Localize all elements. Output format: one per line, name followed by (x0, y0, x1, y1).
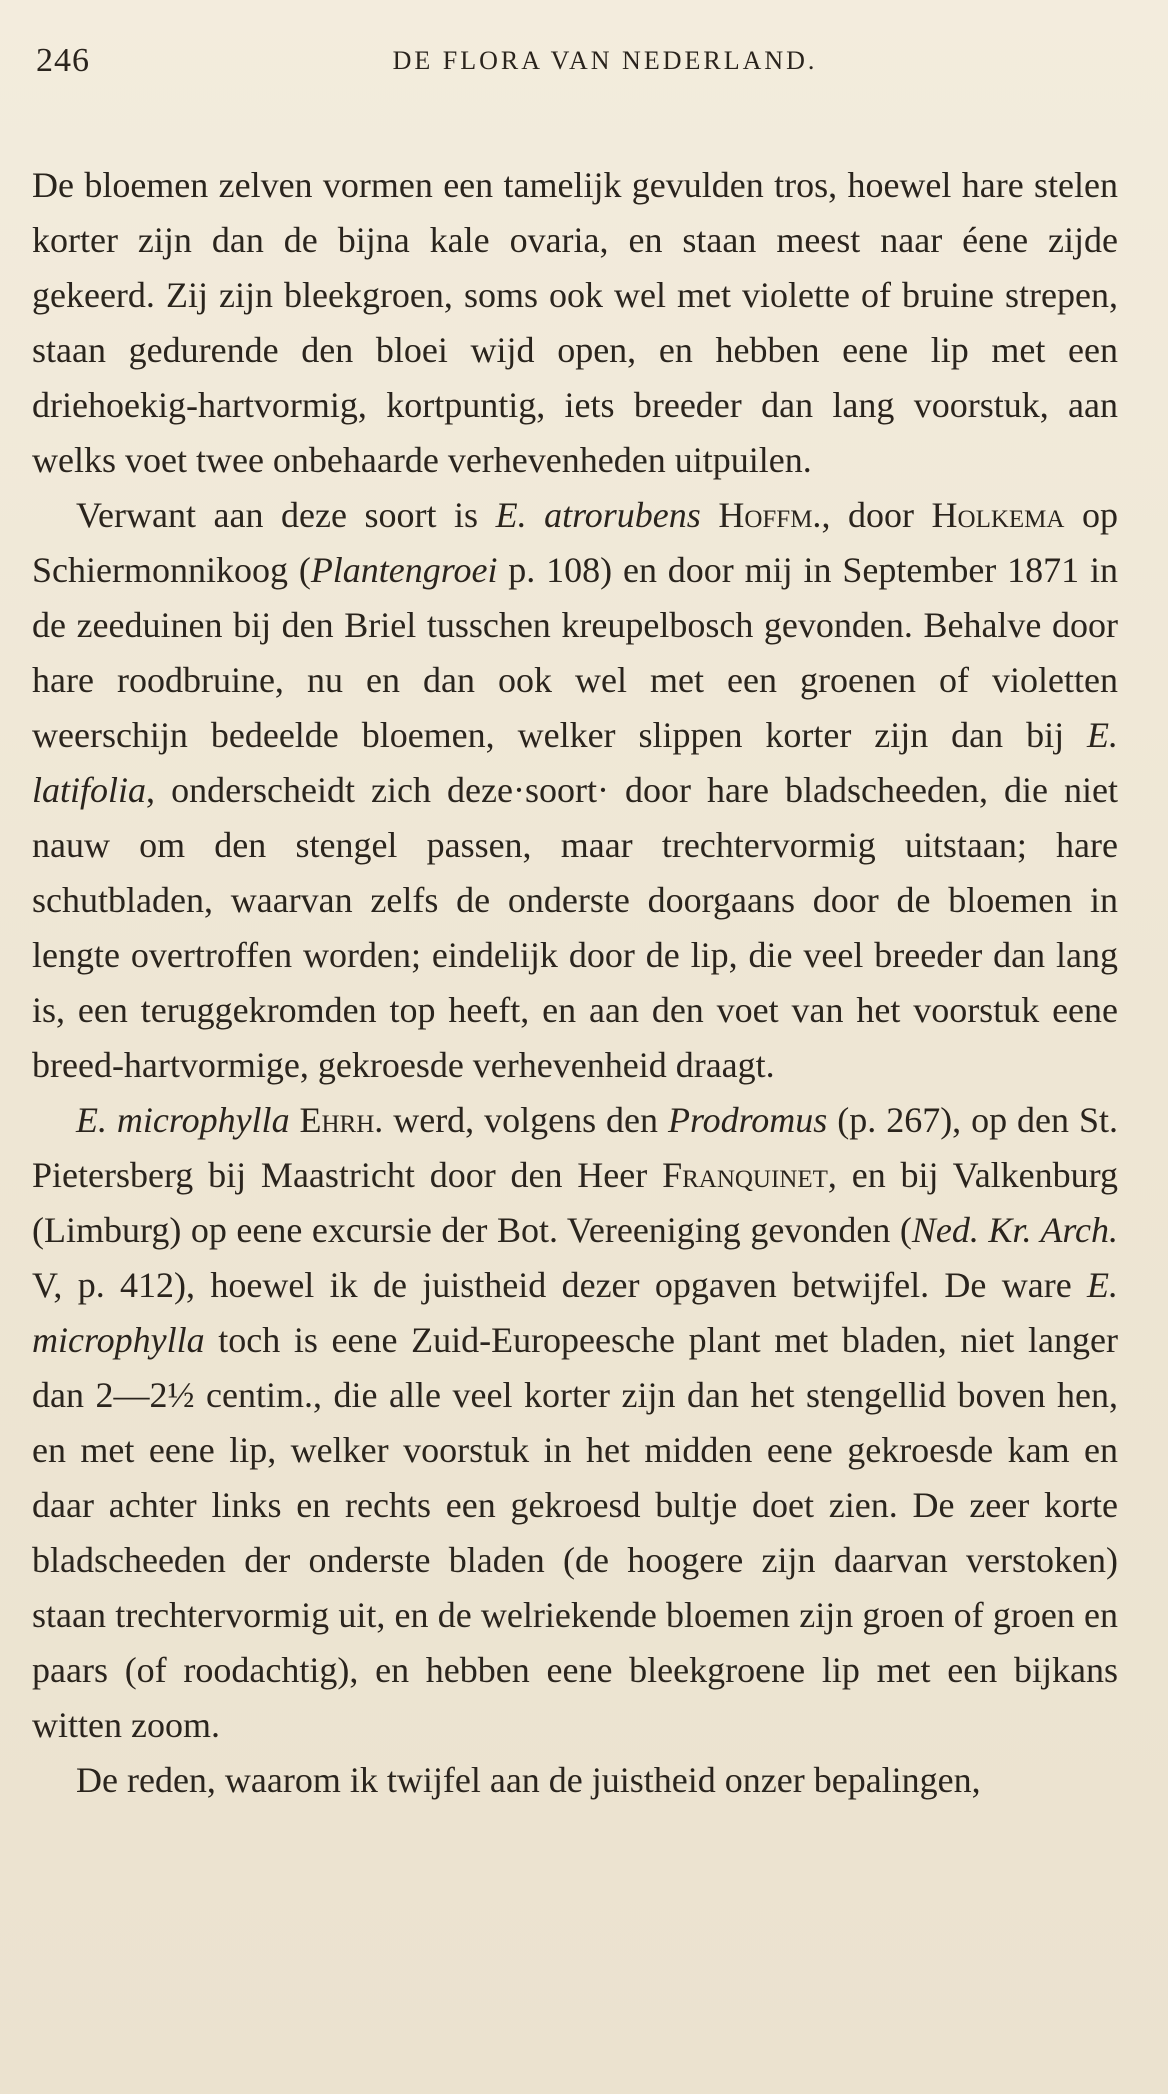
running-title: DE FLORA VAN NEDERLAND. (392, 46, 818, 75)
collector-name: Holkema (931, 495, 1065, 535)
species-name: E. microphylla (76, 1100, 290, 1140)
paragraph-4 (32, 1753, 1118, 1808)
reference-title: Ned. Kr. Arch. (911, 1210, 1119, 1250)
author-name: Ehrh. (299, 1100, 384, 1140)
paragraph-3 (32, 1093, 1118, 1753)
text-run: werd, volgens den (383, 1100, 668, 1140)
text-run: op Schiermonnikoog ( (32, 495, 1118, 590)
text-run: , onderscheidt zich deze·soort· door hare bladscheeden, die niet nauw om den stengel passen, maar trechtervormig uitstaan; hare schutbladen, waarvan zelfs de onderste doorgaans door de bloemen in lengte overtroffen worden; eindelijk door de lip, die veel breeder dan lang is, een teruggekromden top heeft, en aan den voet van het voorstuk eene breed-hartvormige, gekroesde verhevenheid draagt. (32, 770, 1118, 1085)
reference-title: Prodromus (667, 1100, 828, 1140)
paragraph-text: De bloemen zelven vormen een tamelijk gevulden tros, hoewel hare stelen korter zijn dan de bijna kale ovaria, en staan meest naar éene zijde gekeerd. Zij zijn bleekgroen, soms ook wel met violette of bruine strepen, staan gedurende den bloei wijd open, en hebben eene lip met een driehoekig-hartvormig, kortpuntig, iets breeder dan lang voorstuk, aan welks voet twee onbehaarde verhevenheden uitpuilen. (32, 165, 1118, 480)
text-run: p. 108) en door mij in September 1871 in de zeeduinen bij den Briel tusschen kreupelbosch gevonden. Behalve door hare roodbruine, nu en dan ook wel met een groenen of violetten weerschijn bedeelde bloemen, welker slippen korter zijn dan bij (32, 550, 1118, 755)
paragraph-1 (32, 158, 1118, 488)
author-name: Hoffm. (718, 495, 822, 535)
text-run: toch is eene Zuid-Europeesche plant met bladen, niet langer dan 2—2½ centim., die alle veel korter zijn dan het stengellid boven hen, en met eene lip, welker voorstuk in het midden eene gekroesde kam en daar achter links en rechts een gekroesd bultje doet zien. De zeer korte bladscheeden der onderste bladen (de hoogere zijn daarvan verstoken) staan trechtervormig uit, en de welriekende bloemen zijn groen of groen en paars (of roodachtig), en hebben eene bleekgroene lip met een bijkans witten zoom. (32, 1320, 1118, 1745)
text-run: Verwant aan deze soort is (76, 495, 496, 535)
body-text (32, 158, 1118, 1808)
reference-title: Plantengroei (310, 550, 498, 590)
species-name: E. atrorubens (495, 495, 701, 535)
running-head (32, 30, 1118, 86)
species-name: E. latifolia (32, 715, 1118, 810)
page-number: 246 (36, 42, 90, 79)
paragraph-text: De reden, waarom ik twijfel aan de juistheid onzer bepalingen, (76, 1760, 981, 1800)
text-run: , door (821, 495, 932, 535)
text-run: V, p. 412), hoewel ik de juistheid dezer opgaven betwijfel. De ware (32, 1265, 1087, 1305)
species-name: E. microphylla (32, 1265, 1118, 1360)
person-name: Franquinet (662, 1155, 828, 1195)
text-run: , en bij Valkenburg (Limburg) op eene excursie der Bot. Vereeniging gevonden ( (32, 1155, 1118, 1250)
text-run: (p. 267), op den St. Pietersberg bij Maastricht door den Heer (32, 1100, 1118, 1195)
paragraph-2 (32, 488, 1118, 1093)
